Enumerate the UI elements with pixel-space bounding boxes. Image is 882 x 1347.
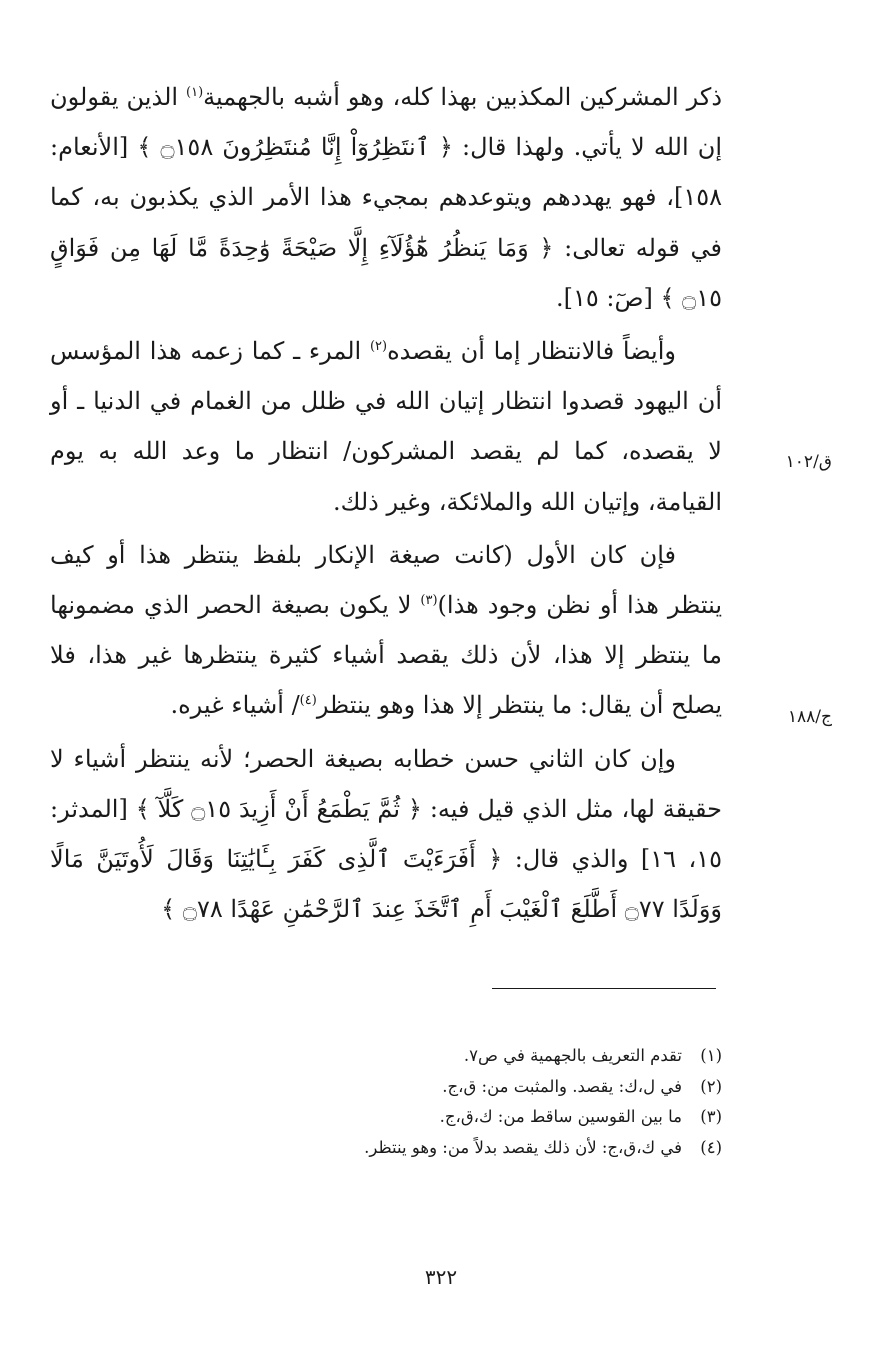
page-number: ٣٢٢: [424, 1265, 458, 1289]
footnotes: [160, 1041, 722, 1163]
footnote-2: (٢)في ل،ك: يقصد. والمثبت من: ق،ج.: [442, 1076, 722, 1096]
footnote-1: (١)تقدم التعريف بالجهمية في ص٧.: [463, 1046, 722, 1065]
footnote-4: (٤)في ك،ق،ج: لأن ذلك يقصد بدلاً من: وهو ينتظر.: [364, 1137, 722, 1157]
paragraph-1: ذكر المشركين المكذبين بهذا كله، وهو أشبه بالجهمية$^{(١)}$ الذين يقولون إن الله لا يأتي. ولهذا قال: ﴿ ٱنتَظِرُوٓاْ إِنَّا مُنتَظِرُونَ ۝١٥٨ ﴾ [الأنعام: ١٥٨]، فهو يهددهم ويتوعدهم بمجيء هذا الأمر الذي يكذبون به، كما في قوله تعالى: ﴿ وَمَا يَنظُرُ هَٰٓؤُلَآءِ إِلَّا صَيْحَةً وَٰحِدَةً مَّا لَهَا مِن فَوَاقٍ ۝١٥ ﴾ [صٓ: ١٥].: [50, 83, 723, 312]
manuscript-ref-j188: ج/١٨٨: [787, 707, 832, 727]
footnote-marker-2: (٢): [369, 339, 388, 355]
paragraph-4: وإن كان الثاني حسن خطابه بصيغة الحصر؛ لأنه ينتظر أشياء لا حقيقة لها، مثل الذي قيل فيه: ﴿ ثُمَّ يَطْمَعُ أَنْ أَزِيدَ ۝١٥ كَلَّآ ﴾ [المدثر: ١٥، ١٦] والذي قال: ﴿ أَفَرَءَيْتَ ٱلَّذِى كَفَرَ بِـَٔايَٰتِنَا وَقَالَ لَأُوتَيَنَّ مَالًا وَوَلَدًا ۝٧٧ أَطَّلَعَ ٱلْغَيْبَ أَمِ ٱتَّخَذَ عِندَ ٱلرَّحْمَٰنِ عَهْدًا ۝٧٨ ﴾: [50, 744, 723, 924]
paragraph-2: وأيضاً فالانتظار إما أن يقصده$^{(٢)}$ المرء ـ كما زعمه هذا المؤسس أن اليهود قصدوا انتظار إتيان الله في ظلل من الغمام في الدنيا ـ أو لا يقصده، كما لم يقصد المشركون/ انتظار ما وعد الله به يوم القيامة، وإتيان الله والملائكة، وغير ذلك.: [50, 337, 722, 516]
footnote-3: (٣)ما بين القوسين ساقط من: ك،ق،ج.: [439, 1107, 722, 1126]
footnote-divider: [492, 988, 716, 989]
footnote-marker-1: (١): [186, 85, 204, 100]
paragraph-3: فإن كان الأول (كانت صيغة الإنكار بلفظ ينتظر هذا أو كيف ينتظر هذا أو نظن وجود هذا)$^{(٣)}$ لا يكون بصيغة الحصر الذي مضمونها ما ينتظر إلا هذا، لأن ذلك يقصد أشياء كثيرة ينتظرها غير هذا، فلا يصلح أن يقال: ما ينتظر إلا هذا وهو ينتظر$^{(٤)}$/ أشياء غيره.: [50, 540, 722, 720]
main-text: [50, 72, 722, 934]
manuscript-ref-q102: ق/١٠٢: [785, 452, 832, 472]
footnote-marker-4: (٤): [299, 693, 317, 709]
footnote-marker-3: (٣): [420, 593, 438, 609]
